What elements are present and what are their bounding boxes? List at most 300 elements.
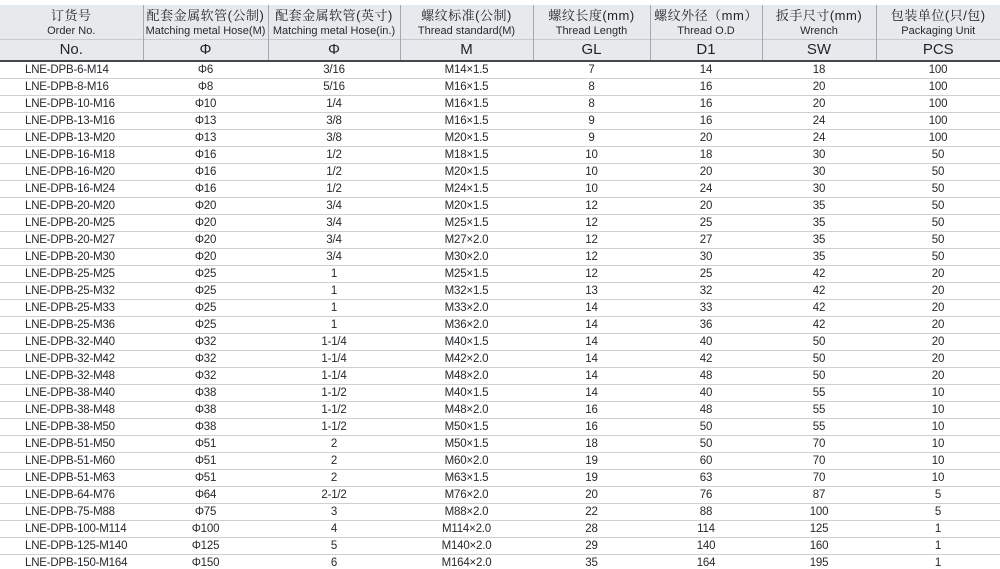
cell-hose-metric: Φ20 [143,215,268,232]
cell-thread-standard: M33×2.0 [400,300,533,317]
cell-hose-inch: 5/16 [268,79,400,96]
cell-thread-standard: M20×1.5 [400,198,533,215]
table-row [0,504,1000,521]
cell-thread-od: 140 [650,538,762,555]
cell-thread-length: 22 [533,504,650,521]
cell-thread-od: 40 [650,385,762,402]
cell-hose-inch: 3/4 [268,232,400,249]
cell-packaging-unit: 50 [876,232,1000,249]
cell-order-no: LNE-DPB-125-M140 [0,538,143,555]
cell-hose-inch: 1/2 [268,181,400,198]
cell-packaging-unit: 5 [876,487,1000,504]
cell-thread-standard: M63×1.5 [400,470,533,487]
cell-order-no: LNE-DPB-10-M16 [0,96,143,113]
cell-thread-length: 18 [533,436,650,453]
cell-thread-length: 19 [533,470,650,487]
cell-thread-standard: M36×2.0 [400,317,533,334]
cell-thread-od: 24 [650,181,762,198]
header-cn-label: 配套金属软管(公制) [146,8,265,23]
cell-hose-metric: Φ13 [143,130,268,147]
cell-order-no: LNE-DPB-13-M16 [0,113,143,130]
cell-wrench-size: 18 [762,61,876,79]
cell-thread-od: 32 [650,283,762,300]
cell-thread-length: 12 [533,215,650,232]
header-cn-label: 螺纹标准(公制) [421,8,512,23]
cell-thread-od: 25 [650,215,762,232]
cell-wrench-size: 70 [762,470,876,487]
cell-thread-od: 27 [650,232,762,249]
cell-wrench-size: 30 [762,181,876,198]
cell-wrench-size: 35 [762,249,876,266]
cell-thread-od: 20 [650,198,762,215]
cell-packaging-unit: 10 [876,419,1000,436]
cell-thread-length: 10 [533,164,650,181]
cell-order-no: LNE-DPB-51-M63 [0,470,143,487]
cell-hose-inch: 3/8 [268,113,400,130]
table-row [0,113,1000,130]
cell-order-no: LNE-DPB-20-M20 [0,198,143,215]
cell-hose-inch: 3/4 [268,215,400,232]
cell-thread-od: 33 [650,300,762,317]
cell-wrench-size: 30 [762,147,876,164]
cell-packaging-unit: 50 [876,164,1000,181]
cell-thread-od: 40 [650,334,762,351]
cell-order-no: LNE-DPB-32-M48 [0,368,143,385]
cell-hose-metric: Φ20 [143,249,268,266]
cell-packaging-unit: 100 [876,130,1000,147]
header-symbol-label: D1 [651,39,762,60]
header-symbol-label: Φ [269,39,400,60]
table-body [0,61,1000,569]
cell-order-no: LNE-DPB-13-M20 [0,130,143,147]
table-row [0,215,1000,232]
cell-thread-standard: M16×1.5 [400,79,533,96]
cell-thread-length: 35 [533,555,650,569]
cell-hose-inch: 1-1/2 [268,419,400,436]
cell-thread-od: 50 [650,419,762,436]
cell-hose-metric: Φ51 [143,436,268,453]
cell-thread-od: 18 [650,147,762,164]
cell-hose-inch: 3 [268,504,400,521]
cell-packaging-unit: 50 [876,181,1000,198]
cell-thread-standard: M50×1.5 [400,436,533,453]
table-row [0,181,1000,198]
cell-thread-standard: M20×1.5 [400,164,533,181]
cell-packaging-unit: 20 [876,334,1000,351]
cell-packaging-unit: 20 [876,317,1000,334]
cell-packaging-unit: 10 [876,470,1000,487]
cell-thread-standard: M48×2.0 [400,402,533,419]
cell-hose-metric: Φ32 [143,351,268,368]
cell-packaging-unit: 100 [876,61,1000,79]
cell-hose-inch: 1/2 [268,164,400,181]
cell-thread-od: 16 [650,113,762,130]
cell-thread-standard: M48×2.0 [400,368,533,385]
cell-hose-inch: 2 [268,470,400,487]
cell-thread-standard: M16×1.5 [400,113,533,130]
cell-packaging-unit: 10 [876,385,1000,402]
cell-thread-od: 50 [650,436,762,453]
cell-hose-inch: 1-1/4 [268,334,400,351]
table-row [0,334,1000,351]
cell-packaging-unit: 100 [876,113,1000,130]
cell-packaging-unit: 50 [876,215,1000,232]
cell-packaging-unit: 20 [876,300,1000,317]
cell-thread-length: 14 [533,300,650,317]
cell-order-no: LNE-DPB-51-M60 [0,453,143,470]
cell-wrench-size: 35 [762,198,876,215]
cell-hose-metric: Φ51 [143,453,268,470]
cell-order-no: LNE-DPB-16-M24 [0,181,143,198]
cell-wrench-size: 55 [762,402,876,419]
cell-thread-od: 164 [650,555,762,569]
header-en-label: Thread O.D [677,25,735,37]
cell-order-no: LNE-DPB-75-M88 [0,504,143,521]
cell-hose-metric: Φ32 [143,368,268,385]
cell-thread-length: 16 [533,419,650,436]
cell-packaging-unit: 10 [876,453,1000,470]
cell-wrench-size: 42 [762,266,876,283]
cell-order-no: LNE-DPB-16-M18 [0,147,143,164]
cell-order-no: LNE-DPB-6-M14 [0,61,143,79]
cell-thread-standard: M14×1.5 [400,61,533,79]
cell-thread-standard: M16×1.5 [400,96,533,113]
table-row [0,402,1000,419]
header-metal-hose-inch [268,5,400,61]
cell-wrench-size: 50 [762,351,876,368]
cell-thread-od: 14 [650,61,762,79]
cell-thread-standard: M30×2.0 [400,249,533,266]
cell-order-no: LNE-DPB-38-M48 [0,402,143,419]
cell-thread-standard: M18×1.5 [400,147,533,164]
header-symbol-label: M [401,39,533,60]
header-en-label: Matching metal Hose(M) [145,25,266,37]
table-row [0,317,1000,334]
cell-hose-metric: Φ16 [143,181,268,198]
cell-packaging-unit: 100 [876,96,1000,113]
cell-wrench-size: 20 [762,96,876,113]
cell-thread-length: 14 [533,317,650,334]
cell-hose-metric: Φ20 [143,198,268,215]
cell-wrench-size: 55 [762,385,876,402]
cell-thread-length: 20 [533,487,650,504]
cell-thread-length: 14 [533,368,650,385]
cell-thread-od: 60 [650,453,762,470]
cell-order-no: LNE-DPB-25-M32 [0,283,143,300]
cell-hose-metric: Φ38 [143,402,268,419]
cell-hose-metric: Φ16 [143,164,268,181]
cell-hose-metric: Φ125 [143,538,268,555]
cell-thread-od: 48 [650,368,762,385]
cell-thread-od: 20 [650,130,762,147]
header-symbol-label: No. [0,39,143,60]
cell-thread-standard: M25×1.5 [400,215,533,232]
cell-thread-standard: M60×2.0 [400,453,533,470]
cell-packaging-unit: 20 [876,351,1000,368]
cell-hose-inch: 1/4 [268,96,400,113]
cell-hose-inch: 3/16 [268,61,400,79]
header-metal-hose-metric [143,5,268,61]
table-row [0,487,1000,504]
cell-hose-metric: Φ10 [143,96,268,113]
cell-order-no: LNE-DPB-25-M25 [0,266,143,283]
cell-thread-length: 8 [533,79,650,96]
cell-wrench-size: 125 [762,521,876,538]
cell-hose-inch: 3/8 [268,130,400,147]
header-cn-label: 螺纹外径（mm） [654,8,758,23]
cell-wrench-size: 160 [762,538,876,555]
table-row [0,283,1000,300]
cell-packaging-unit: 100 [876,79,1000,96]
cell-thread-od: 16 [650,96,762,113]
cell-wrench-size: 50 [762,334,876,351]
cell-hose-metric: Φ25 [143,283,268,300]
table-row [0,453,1000,470]
cell-thread-length: 12 [533,249,650,266]
cell-order-no: LNE-DPB-8-M16 [0,79,143,96]
cell-thread-standard: M76×2.0 [400,487,533,504]
cell-thread-length: 7 [533,61,650,79]
cell-packaging-unit: 1 [876,555,1000,569]
cell-hose-inch: 1 [268,300,400,317]
cell-order-no: LNE-DPB-150-M164 [0,555,143,569]
cell-thread-length: 13 [533,283,650,300]
cell-hose-inch: 1-1/4 [268,351,400,368]
cell-thread-standard: M25×1.5 [400,266,533,283]
cell-thread-length: 8 [533,96,650,113]
cell-hose-inch: 3/4 [268,249,400,266]
cell-thread-od: 36 [650,317,762,334]
cell-wrench-size: 100 [762,504,876,521]
header-en-label: Matching metal Hose(in.) [272,25,396,37]
cell-wrench-size: 30 [762,164,876,181]
cell-hose-metric: Φ38 [143,385,268,402]
cell-thread-length: 16 [533,402,650,419]
cell-thread-length: 10 [533,147,650,164]
cell-hose-metric: Φ25 [143,266,268,283]
table-row [0,61,1000,79]
cell-packaging-unit: 1 [876,521,1000,538]
header-thread-standard [400,5,533,61]
table-row [0,147,1000,164]
cell-packaging-unit: 1 [876,538,1000,555]
cell-packaging-unit: 50 [876,198,1000,215]
cell-thread-od: 63 [650,470,762,487]
cell-wrench-size: 20 [762,79,876,96]
cell-hose-inch: 2 [268,453,400,470]
cell-thread-od: 16 [650,79,762,96]
cell-thread-od: 42 [650,351,762,368]
cell-wrench-size: 35 [762,215,876,232]
table-row [0,555,1000,569]
cell-packaging-unit: 20 [876,368,1000,385]
cell-packaging-unit: 10 [876,402,1000,419]
cell-thread-od: 25 [650,266,762,283]
cell-order-no: LNE-DPB-32-M42 [0,351,143,368]
cell-wrench-size: 70 [762,453,876,470]
table-row [0,368,1000,385]
cell-packaging-unit: 20 [876,283,1000,300]
cell-thread-od: 48 [650,402,762,419]
header-cn-label: 扳手尺寸(mm) [775,8,863,23]
cell-order-no: LNE-DPB-16-M20 [0,164,143,181]
table-row [0,232,1000,249]
cell-order-no: LNE-DPB-64-M76 [0,487,143,504]
cell-thread-length: 12 [533,266,650,283]
header-en-label: Wrench [800,25,838,37]
cell-thread-length: 14 [533,334,650,351]
table-row [0,130,1000,147]
cell-thread-standard: M114×2.0 [400,521,533,538]
cell-order-no: LNE-DPB-25-M33 [0,300,143,317]
header-cn-label: 订货号 [50,8,92,23]
table-row [0,300,1000,317]
cell-wrench-size: 42 [762,283,876,300]
cell-hose-metric: Φ32 [143,334,268,351]
cell-hose-inch: 1 [268,317,400,334]
cell-hose-inch: 3/4 [268,198,400,215]
header-thread-length [533,5,650,61]
table-row [0,436,1000,453]
cell-wrench-size: 87 [762,487,876,504]
cell-hose-metric: Φ75 [143,504,268,521]
cell-order-no: LNE-DPB-38-M40 [0,385,143,402]
table-header [0,5,1000,61]
cell-hose-metric: Φ13 [143,113,268,130]
cell-wrench-size: 35 [762,232,876,249]
cell-thread-od: 76 [650,487,762,504]
cell-thread-od: 30 [650,249,762,266]
cell-hose-inch: 2 [268,436,400,453]
cell-order-no: LNE-DPB-32-M40 [0,334,143,351]
cell-thread-standard: M27×2.0 [400,232,533,249]
cell-order-no: LNE-DPB-38-M50 [0,419,143,436]
header-en-label: Thread Length [555,25,628,37]
header-wrench-size [762,5,876,61]
table-row [0,351,1000,368]
cell-hose-metric: Φ8 [143,79,268,96]
cell-hose-inch: 1-1/2 [268,402,400,419]
header-en-label: Order No. [47,25,96,37]
cell-thread-standard: M88×2.0 [400,504,533,521]
table-row [0,419,1000,436]
cell-wrench-size: 195 [762,555,876,569]
header-symbol-label: SW [763,39,876,60]
cell-thread-standard: M50×1.5 [400,419,533,436]
cell-wrench-size: 24 [762,130,876,147]
cell-hose-metric: Φ64 [143,487,268,504]
cell-thread-od: 88 [650,504,762,521]
cell-thread-length: 12 [533,232,650,249]
cell-order-no: LNE-DPB-51-M50 [0,436,143,453]
cell-hose-metric: Φ38 [143,419,268,436]
cell-thread-standard: M20×1.5 [400,130,533,147]
cell-hose-inch: 5 [268,538,400,555]
cell-thread-length: 28 [533,521,650,538]
cell-order-no: LNE-DPB-20-M25 [0,215,143,232]
header-order-no [0,5,143,61]
table-row [0,266,1000,283]
cell-wrench-size: 42 [762,317,876,334]
cell-hose-metric: Φ25 [143,300,268,317]
cell-wrench-size: 24 [762,113,876,130]
header-symbol-label: Φ [144,39,268,60]
header-row [0,5,1000,61]
cell-hose-metric: Φ150 [143,555,268,569]
cell-hose-metric: Φ51 [143,470,268,487]
cell-wrench-size: 50 [762,368,876,385]
cell-wrench-size: 55 [762,419,876,436]
cell-thread-length: 29 [533,538,650,555]
cell-thread-length: 9 [533,130,650,147]
product-spec-table [0,5,1000,569]
cell-hose-inch: 6 [268,555,400,569]
cell-hose-inch: 4 [268,521,400,538]
table-row [0,96,1000,113]
cell-thread-length: 12 [533,198,650,215]
cell-hose-metric: Φ6 [143,61,268,79]
cell-thread-length: 14 [533,385,650,402]
header-en-label: Packaging Unit [901,25,976,37]
cell-thread-od: 20 [650,164,762,181]
cell-hose-inch: 1-1/2 [268,385,400,402]
table-row [0,385,1000,402]
cell-hose-metric: Φ16 [143,147,268,164]
cell-thread-standard: M40×1.5 [400,385,533,402]
cell-order-no: LNE-DPB-25-M36 [0,317,143,334]
header-cn-label: 包装单位(只/包) [890,8,986,23]
cell-thread-standard: M42×2.0 [400,351,533,368]
cell-hose-metric: Φ20 [143,232,268,249]
cell-thread-standard: M140×2.0 [400,538,533,555]
cell-thread-standard: M32×1.5 [400,283,533,300]
cell-wrench-size: 70 [762,436,876,453]
cell-thread-length: 9 [533,113,650,130]
cell-hose-inch: 1-1/4 [268,368,400,385]
table-row [0,470,1000,487]
cell-hose-metric: Φ25 [143,317,268,334]
cell-hose-inch: 1 [268,283,400,300]
cell-thread-od: 114 [650,521,762,538]
cell-packaging-unit: 50 [876,249,1000,266]
table-row [0,164,1000,181]
header-symbol-label: PCS [877,39,1000,60]
header-thread-od [650,5,762,61]
table-row [0,198,1000,215]
cell-order-no: LNE-DPB-20-M30 [0,249,143,266]
cell-thread-standard: M164×2.0 [400,555,533,569]
table-row [0,521,1000,538]
header-en-label: Thread standard(M) [417,25,516,37]
cell-hose-inch: 1/2 [268,147,400,164]
cell-packaging-unit: 20 [876,266,1000,283]
table-row [0,538,1000,555]
table-row [0,249,1000,266]
header-symbol-label: GL [534,39,650,60]
cell-wrench-size: 42 [762,300,876,317]
cell-order-no: LNE-DPB-20-M27 [0,232,143,249]
cell-packaging-unit: 50 [876,147,1000,164]
cell-thread-length: 14 [533,351,650,368]
header-cn-label: 螺纹长度(mm) [548,8,635,23]
header-packaging-unit [876,5,1000,61]
cell-order-no: LNE-DPB-100-M114 [0,521,143,538]
cell-hose-inch: 1 [268,266,400,283]
cell-hose-inch: 2-1/2 [268,487,400,504]
header-cn-label: 配套金属软管(英寸) [275,8,393,23]
cell-hose-metric: Φ100 [143,521,268,538]
cell-thread-standard: M24×1.5 [400,181,533,198]
